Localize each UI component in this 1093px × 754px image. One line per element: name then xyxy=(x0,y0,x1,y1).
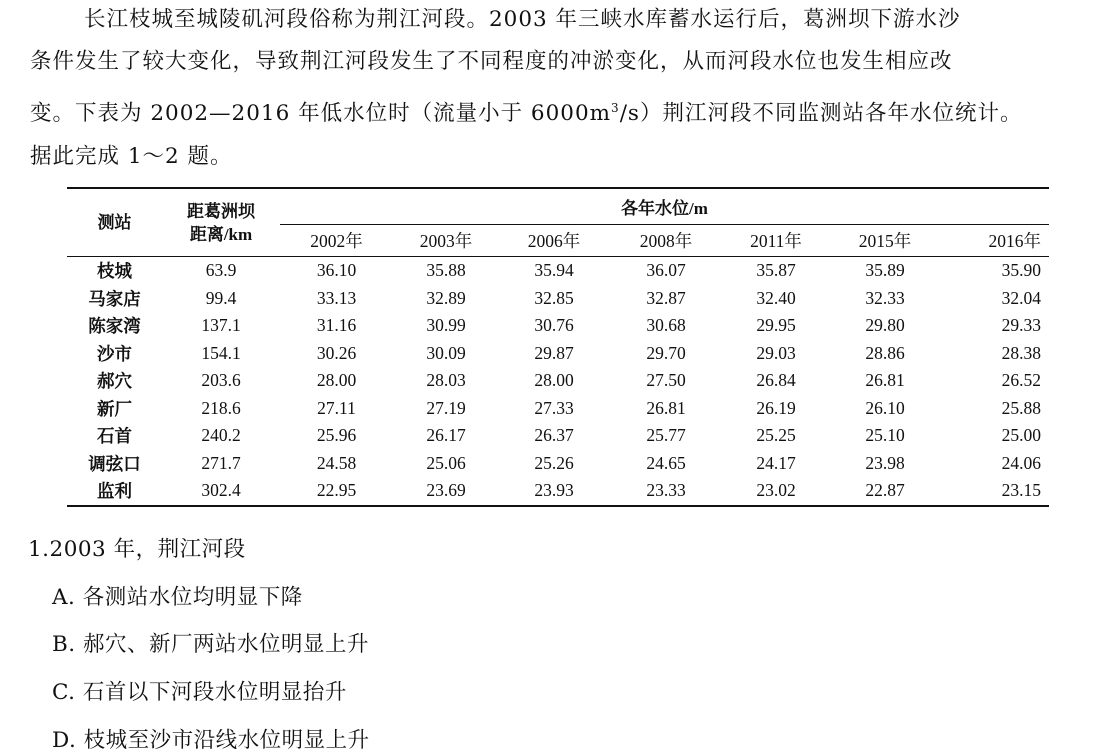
station-name: 马家店 xyxy=(88,288,141,309)
level-cell: 26.37 xyxy=(534,425,574,446)
level-cell: 23.33 xyxy=(609,477,723,506)
level-cell: 25.06 xyxy=(426,452,466,473)
station-name: 调弦口 xyxy=(88,453,141,474)
level-cell: 35.88 xyxy=(426,260,466,281)
level-cell: 27.33 xyxy=(534,397,574,418)
station-header: 测站 xyxy=(67,188,162,257)
level-cell: 30.26 xyxy=(316,342,357,363)
level-cell: 26.17 xyxy=(426,425,466,446)
year-header: 2006年 xyxy=(499,225,609,257)
year-header: 2016年 xyxy=(941,225,1049,257)
level-cell: 32.04 xyxy=(1001,287,1041,308)
level-cell: 31.16 xyxy=(316,315,357,336)
level-cell: 30.76 xyxy=(534,315,574,336)
level-cell: 32.89 xyxy=(426,287,466,308)
level-cell: 35.94 xyxy=(534,260,574,281)
level-cell: 24.17 xyxy=(756,452,796,473)
intro-line-1 xyxy=(30,0,1080,43)
level-cell: 26.81 xyxy=(646,397,686,418)
level-cell: 30.09 xyxy=(426,342,466,363)
distance-header-line-2: 距离/km xyxy=(189,224,253,244)
level-cell: 35.90 xyxy=(1001,260,1041,281)
level-cell: 28.38 xyxy=(1001,342,1041,363)
option-d[interactable]: D. 枝城至沙市沿线水位明显上升 xyxy=(52,728,370,753)
level-cell: 27.19 xyxy=(426,397,466,418)
table-row xyxy=(67,395,1049,423)
table-row xyxy=(67,285,1049,313)
level-cell: 25.77 xyxy=(646,425,686,446)
level-cell: 28.00 xyxy=(316,370,357,391)
level-cell: 25.96 xyxy=(316,425,357,446)
level-cell: 23.69 xyxy=(393,477,499,506)
distance-cell: 271.7 xyxy=(201,452,241,473)
level-cell: 23.02 xyxy=(723,477,829,506)
level-cell: 28.00 xyxy=(534,370,574,391)
level-cell: 22.87 xyxy=(829,477,941,506)
distance-header-line-1: 距葛洲坝 xyxy=(187,201,255,221)
level-cell: 32.87 xyxy=(646,287,686,308)
station-name: 枝城 xyxy=(97,261,132,282)
distance-cell: 203.6 xyxy=(201,370,241,391)
level-cell: 36.10 xyxy=(316,260,357,281)
distance-cell: 63.9 xyxy=(205,260,237,281)
distance-cell: 99.4 xyxy=(205,287,237,308)
level-cell: 26.81 xyxy=(865,370,905,391)
level-cell: 29.87 xyxy=(534,342,574,363)
table-row xyxy=(67,477,1049,506)
level-cell: 27.50 xyxy=(646,370,686,391)
year-header: 2002年 xyxy=(280,225,393,257)
table-row xyxy=(67,257,1049,285)
intro-line-3-before: 变。下表为 2002—2016 年低水位时（流量小于 6000m xyxy=(30,101,612,127)
level-cell: 24.65 xyxy=(646,452,686,473)
level-cell: 29.70 xyxy=(646,342,686,363)
level-cell: 35.87 xyxy=(756,260,796,281)
intro-line-2: 条件发生了较大变化，导致荆江河段发生了不同程度的冲淤变化，从而河段水位也发生相应改 xyxy=(30,49,953,74)
intro-line-1-text: 长江枝城至城陵矶河段俗称为荆江河段。2003 年三峡水库蓄水运行后，葛洲坝下游水沙 xyxy=(84,7,961,32)
station-name: 新厂 xyxy=(97,398,132,419)
distance-cell: 218.6 xyxy=(201,397,241,418)
table-row xyxy=(67,450,1049,478)
level-cell: 29.95 xyxy=(756,315,796,336)
level-cell: 28.86 xyxy=(865,342,905,363)
distance-cell: 302.4 xyxy=(162,477,280,506)
level-cell: 32.40 xyxy=(756,287,796,308)
year-header: 2003年 xyxy=(393,225,499,257)
intro-line-3-after: /s）荆江河段不同监测站各年水位统计。 xyxy=(619,101,1023,127)
water-level-header: 各年水位/m xyxy=(280,188,1049,225)
level-cell: 26.84 xyxy=(756,370,796,391)
distance-cell: 240.2 xyxy=(201,425,241,446)
level-cell: 25.25 xyxy=(756,425,796,446)
level-cell: 24.58 xyxy=(316,452,357,473)
table-row xyxy=(67,367,1049,395)
water-level-table xyxy=(67,187,1049,507)
level-cell: 29.03 xyxy=(756,342,796,363)
table-row xyxy=(67,312,1049,340)
level-cell: 29.80 xyxy=(865,315,905,336)
distance-header xyxy=(162,188,280,257)
year-header: 2008年 xyxy=(609,225,723,257)
level-cell: 22.95 xyxy=(280,477,393,506)
station-name: 郝穴 xyxy=(97,371,132,392)
station-name: 监利 xyxy=(67,477,162,506)
level-cell: 33.13 xyxy=(316,287,357,308)
level-cell: 30.99 xyxy=(426,315,466,336)
level-cell: 32.85 xyxy=(534,287,574,308)
level-cell: 36.07 xyxy=(646,260,686,281)
level-cell: 23.93 xyxy=(499,477,609,506)
table-row xyxy=(67,340,1049,368)
level-cell: 26.19 xyxy=(756,397,796,418)
station-name: 陈家湾 xyxy=(88,316,141,337)
option-c[interactable]: C. 石首以下河段水位明显抬升 xyxy=(52,680,347,705)
intro-line-3 xyxy=(30,85,1080,137)
year-header: 2015年 xyxy=(829,225,941,257)
option-a[interactable]: A. 各测站水位均明显下降 xyxy=(52,585,303,610)
level-cell: 25.10 xyxy=(865,425,905,446)
year-header: 2011年 xyxy=(723,225,829,257)
distance-cell: 137.1 xyxy=(201,315,241,336)
level-cell: 23.98 xyxy=(865,452,905,473)
level-cell: 29.33 xyxy=(1001,315,1041,336)
station-name: 石首 xyxy=(97,426,132,447)
level-cell: 25.00 xyxy=(1001,425,1041,446)
level-cell: 26.52 xyxy=(1001,370,1041,391)
intro-line-3-superscript: 3 xyxy=(611,101,620,115)
intro-line-4: 据此完成 1～2 题。 xyxy=(30,144,233,169)
level-cell: 23.15 xyxy=(941,477,1049,506)
level-cell: 25.88 xyxy=(1001,397,1041,418)
question-stem: 1.2003 年，荆江河段 xyxy=(28,537,246,562)
level-cell: 27.11 xyxy=(317,397,356,418)
level-cell: 35.89 xyxy=(865,260,905,281)
option-b[interactable]: B. 郝穴、新厂两站水位明显上升 xyxy=(52,632,369,657)
table-row xyxy=(67,422,1049,450)
level-cell: 32.33 xyxy=(865,287,905,308)
level-cell: 24.06 xyxy=(1001,452,1041,473)
level-cell: 26.10 xyxy=(865,397,905,418)
station-name: 沙市 xyxy=(97,343,132,364)
level-cell: 28.03 xyxy=(426,370,466,391)
level-cell: 30.68 xyxy=(646,315,686,336)
distance-cell: 154.1 xyxy=(201,342,241,363)
level-cell: 25.26 xyxy=(534,452,574,473)
